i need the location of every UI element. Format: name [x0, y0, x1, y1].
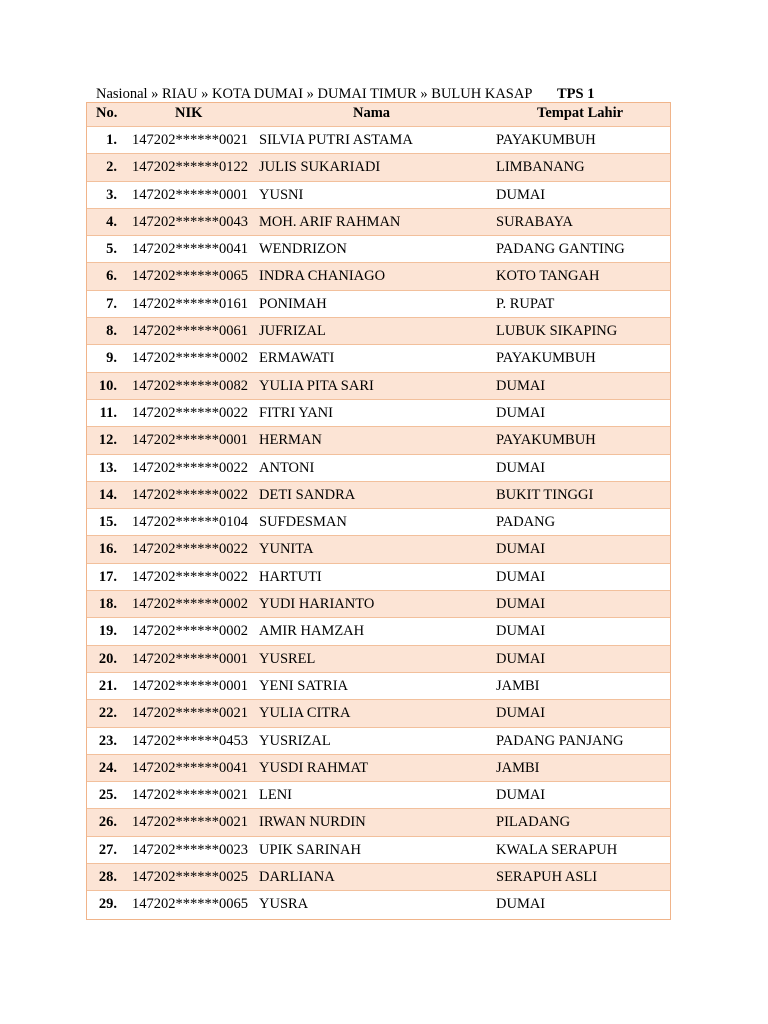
cell-nik: 147202******0021 [132, 705, 248, 722]
cell-nik: 147202******0001 [132, 186, 248, 203]
cell-tempat-lahir: DUMAI [496, 596, 546, 613]
header-no: No. [96, 105, 118, 121]
table-row [87, 400, 670, 427]
cell-no: 14. [98, 486, 117, 503]
cell-nik: 147202******0122 [132, 159, 248, 176]
cell-nama: SUFDESMAN [259, 514, 347, 531]
cell-nik: 147202******0022 [132, 486, 248, 503]
cell-no: 3. [106, 186, 117, 203]
table-row [87, 536, 670, 563]
cell-tempat-lahir: DUMAI [496, 459, 546, 476]
voter-table [86, 102, 671, 920]
table-row [87, 318, 670, 345]
cell-no: 8. [106, 323, 117, 340]
cell-nik: 147202******0065 [132, 268, 248, 285]
cell-no: 24. [98, 759, 117, 776]
cell-no: 25. [98, 787, 117, 804]
cell-tempat-lahir: DUMAI [496, 541, 546, 558]
cell-nama: YUSRIZAL [259, 732, 331, 749]
table-row [87, 345, 670, 372]
cell-nik: 147202******0001 [132, 677, 248, 694]
cell-tempat-lahir: LIMBANANG [496, 159, 585, 176]
table-row [87, 891, 670, 918]
table-row [87, 291, 670, 318]
cell-nik: 147202******0161 [132, 295, 248, 312]
cell-tempat-lahir: DUMAI [496, 623, 546, 640]
tps-label: TPS 1 [557, 86, 595, 102]
cell-nama: DARLIANA [259, 869, 335, 886]
table-row [87, 700, 670, 727]
cell-nama: YUDI HARIANTO [259, 596, 375, 613]
cell-tempat-lahir: DUMAI [496, 650, 546, 667]
table-row [87, 564, 670, 591]
cell-tempat-lahir: JAMBI [496, 677, 540, 694]
table-row [87, 263, 670, 290]
table-row [87, 209, 670, 236]
cell-tempat-lahir: BUKIT TINGGI [496, 486, 594, 503]
cell-nama: JUFRIZAL [259, 323, 326, 340]
table-row [87, 618, 670, 645]
cell-tempat-lahir: PADANG GANTING [496, 241, 625, 258]
cell-tempat-lahir: SURABAYA [496, 213, 573, 230]
cell-nik: 147202******0022 [132, 541, 248, 558]
cell-nik: 147202******0082 [132, 377, 248, 394]
table-row [87, 837, 670, 864]
cell-nama: HARTUTI [259, 568, 322, 585]
cell-no: 18. [98, 596, 117, 613]
cell-nik: 147202******0023 [132, 841, 248, 858]
header-tempat-lahir: Tempat Lahir [537, 105, 624, 121]
cell-nama: UPIK SARINAH [259, 841, 361, 858]
cell-no: 19. [98, 623, 117, 640]
cell-tempat-lahir: DUMAI [496, 896, 546, 913]
cell-no: 12. [98, 432, 117, 449]
table-row [87, 373, 670, 400]
table-row [87, 509, 670, 536]
cell-tempat-lahir: PILADANG [496, 814, 571, 831]
table-row [87, 455, 670, 482]
cell-nik: 147202******0025 [132, 869, 248, 886]
cell-no: 26. [98, 814, 117, 831]
cell-nama: JULIS SUKARIADI [259, 159, 381, 176]
cell-nama: SILVIA PUTRI ASTAMA [259, 132, 413, 148]
cell-nik: 147202******0041 [132, 241, 248, 258]
cell-no: 4. [106, 213, 117, 230]
table-row [87, 482, 670, 509]
cell-no: 28. [98, 869, 117, 886]
table-header-row [87, 103, 670, 127]
cell-tempat-lahir: PAYAKUMBUH [496, 350, 596, 367]
cell-nama: INDRA CHANIAGO [259, 268, 386, 285]
cell-tempat-lahir: KWALA SERAPUH [496, 841, 618, 858]
cell-tempat-lahir: PAYAKUMBUH [496, 132, 596, 148]
cell-nama: DETI SANDRA [259, 486, 356, 503]
cell-nik: 147202******0104 [132, 514, 248, 531]
cell-no: 15. [98, 514, 117, 531]
cell-nama: ANTONI [259, 459, 315, 476]
cell-tempat-lahir: PAYAKUMBUH [496, 432, 596, 449]
cell-nama: YUSDI RAHMAT [259, 759, 369, 776]
cell-tempat-lahir: PADANG PANJANG [496, 732, 624, 749]
cell-tempat-lahir: SERAPUH ASLI [496, 869, 598, 886]
table-row [87, 782, 670, 809]
cell-nama: ERMAWATI [259, 350, 335, 367]
breadcrumb: Nasional » RIAU » KOTA DUMAI » DUMAI TIMUR » BULUH KASAP [96, 86, 533, 102]
table-row [87, 728, 670, 755]
cell-tempat-lahir: KOTO TANGAH [496, 268, 600, 285]
cell-nik: 147202******0453 [132, 732, 248, 749]
cell-no: 21. [98, 677, 117, 694]
cell-no: 7. [106, 295, 117, 312]
cell-nama: YUNITA [259, 541, 314, 558]
cell-nik: 147202******0041 [132, 759, 248, 776]
cell-no: 13. [98, 459, 117, 476]
cell-no: 23. [98, 732, 117, 749]
cell-nama: YUSREL [259, 650, 316, 667]
cell-nama: PONIMAH [259, 295, 327, 312]
cell-nama: MOH. ARIF RAHMAN [259, 213, 401, 230]
cell-tempat-lahir: DUMAI [496, 568, 546, 585]
table-row [87, 755, 670, 782]
header-nama: Nama [353, 105, 391, 121]
table-row [87, 646, 670, 673]
header-nik: NIK [175, 105, 203, 121]
cell-tempat-lahir: DUMAI [496, 377, 546, 394]
cell-tempat-lahir: LUBUK SIKAPING [496, 323, 618, 340]
cell-nama: YENI SATRIA [259, 677, 349, 694]
cell-nama: IRWAN NURDIN [259, 814, 366, 831]
cell-nik: 147202******0001 [132, 432, 248, 449]
cell-nama: FITRI YANI [259, 404, 333, 421]
cell-nik: 147202******0065 [132, 896, 248, 913]
table-row [87, 154, 670, 181]
cell-nama: YUSRA [259, 896, 309, 913]
table-row [87, 809, 670, 836]
cell-tempat-lahir: DUMAI [496, 787, 546, 804]
cell-no: 2. [106, 159, 117, 176]
table-row [87, 673, 670, 700]
table-row [87, 182, 670, 209]
table-row [87, 127, 670, 154]
cell-no: 11. [99, 404, 117, 421]
cell-no: 6. [106, 268, 117, 285]
cell-nik: 147202******0021 [132, 132, 248, 148]
cell-tempat-lahir: DUMAI [496, 186, 546, 203]
cell-nik: 147202******0021 [132, 787, 248, 804]
cell-nama: YUSNI [259, 186, 304, 203]
cell-tempat-lahir: PADANG [496, 514, 556, 531]
cell-nik: 147202******0043 [132, 213, 248, 230]
cell-nik: 147202******0002 [132, 350, 248, 367]
table-row [87, 236, 670, 263]
cell-nik: 147202******0021 [132, 814, 248, 831]
cell-tempat-lahir: DUMAI [496, 705, 546, 722]
cell-tempat-lahir: P. RUPAT [496, 295, 555, 312]
cell-no: 20. [98, 650, 117, 667]
cell-nama: YULIA PITA SARI [259, 377, 374, 394]
cell-no: 10. [98, 377, 117, 394]
table-row [87, 591, 670, 618]
table-row [87, 864, 670, 891]
cell-nik: 147202******0061 [132, 323, 248, 340]
cell-nik: 147202******0002 [132, 623, 248, 640]
cell-no: 16. [98, 541, 117, 558]
cell-no: 17. [98, 568, 117, 585]
cell-nama: AMIR HAMZAH [259, 623, 365, 640]
cell-no: 1. [106, 132, 117, 148]
cell-nama: HERMAN [259, 432, 322, 449]
cell-nik: 147202******0022 [132, 404, 248, 421]
cell-nama: WENDRIZON [259, 241, 347, 258]
cell-no: 29. [98, 896, 117, 913]
cell-no: 5. [106, 241, 117, 258]
cell-tempat-lahir: JAMBI [496, 759, 540, 776]
cell-tempat-lahir: DUMAI [496, 404, 546, 421]
cell-nik: 147202******0022 [132, 459, 248, 476]
cell-no: 22. [98, 705, 117, 722]
table-row [87, 427, 670, 454]
cell-nik: 147202******0022 [132, 568, 248, 585]
cell-no: 27. [98, 841, 117, 858]
cell-nik: 147202******0001 [132, 650, 248, 667]
cell-nama: LENI [259, 787, 293, 804]
cell-no: 9. [106, 350, 117, 367]
cell-nik: 147202******0002 [132, 596, 248, 613]
cell-nama: YULIA CITRA [259, 705, 351, 722]
